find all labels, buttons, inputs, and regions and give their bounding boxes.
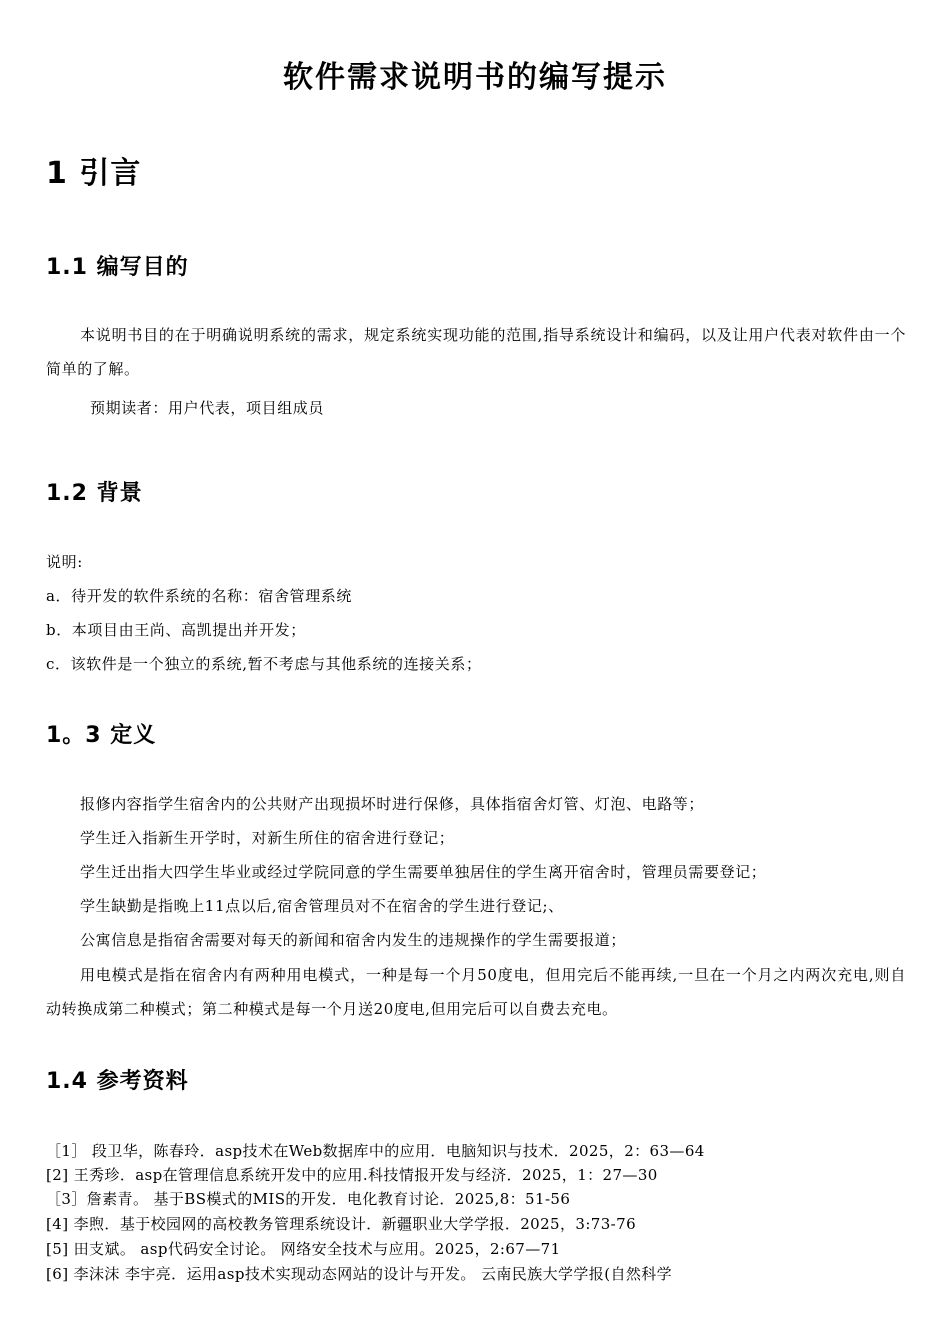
definition-electricity-mode: 用电模式是指在宿舍内有两种用电模式，一种是每一个月50度电，但用完后不能再续,一旦在一个月之内两次充电,则自动转换成第二种模式；第二种模式是每一个月送20度电,但用完后可以自费去充电。 [46, 966, 906, 1018]
section-heading-purpose: 1.1 编写目的 [46, 255, 189, 280]
background-item-b: b．本项目由王尚、高凯提出并开发； [46, 621, 306, 639]
expected-readers: 预期读者：用户代表，项目组成员 [90, 399, 325, 417]
definition-move-out: 学生迁出指大四学生毕业或经过学院同意的学生需要单独居住的学生离开宿舍时，管理员需要登记； [80, 863, 767, 881]
section-heading-references: 1.4 参考资料 [46, 1069, 189, 1094]
definition-absence: 学生缺勤是指晚上11点以后,宿舍管理员对不在宿舍的学生进行登记;、 [80, 897, 564, 915]
reference-item: [4] 李煦．基于校园网的高校教务管理系统设计．新疆职业大学学报．2025，3:73-76 [46, 1215, 637, 1233]
purpose-paragraph: 本说明书目的在于明确说明系统的需求，规定系统实现功能的范围,指导系统设计和编码，以及让用户代表对软件由一个简单的了解。 [46, 326, 906, 378]
background-intro: 说明: [46, 553, 83, 571]
background-item-a: a．待开发的软件系统的名称：宿舍管理系统 [46, 587, 352, 605]
background-item-c: c．该软件是一个独立的系统,暂不考虑与其他系统的连接关系； [46, 655, 482, 673]
reference-item: [2] 王秀珍．asp在管理信息系统开发中的应用.科技情报开发与经济．2025，1：27—30 [46, 1166, 658, 1184]
definition-move-in: 学生迁入指新生开学时，对新生所住的宿舍进行登记； [80, 829, 455, 847]
section-heading-introduction: 1 引言 [46, 156, 142, 191]
definition-apartment-info: 公寓信息是指宿舍需要对每天的新闻和宿舍内发生的违规操作的学生需要报道； [80, 931, 627, 949]
reference-item: ［1］ 段卫华，陈春玲．asp技术在Web数据库中的应用．电脑知识与技术．2025，2：63—64 [46, 1142, 705, 1160]
reference-item: [5] 田支斌。 asp代码安全讨论。 网络安全技术与应用。2025，2:67—71 [46, 1240, 561, 1258]
definition-repair: 报修内容指学生宿舍内的公共财产出现损坏时进行保修，具体指宿舍灯管、灯泡、电路等； [80, 795, 705, 813]
reference-item: [6] 李沫沫 李宇亮．运用asp技术实现动态网站的设计与开发。 云南民族大学学报(自然科学 [46, 1265, 673, 1283]
reference-item: ［3］詹素青。 基于BS模式的MIS的开发．电化教育讨论．2025,8：51-56 [46, 1190, 571, 1208]
section-heading-definitions: 1。3 定义 [46, 723, 157, 748]
document-title: 软件需求说明书的编写提示 [283, 60, 667, 95]
section-heading-background: 1.2 背景 [46, 481, 143, 506]
